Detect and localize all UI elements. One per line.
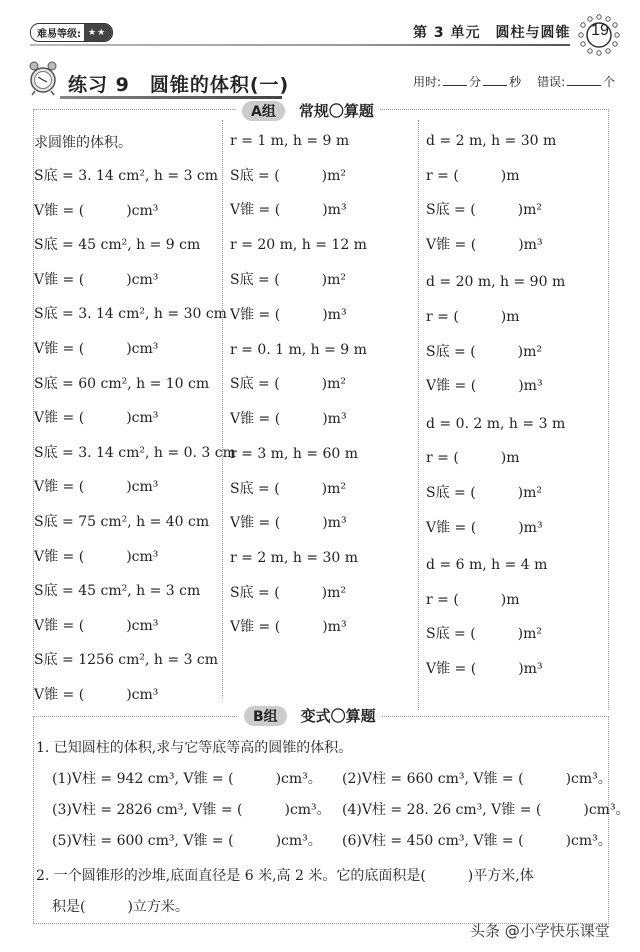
col3-line-14: r = ( )m xyxy=(426,591,520,608)
page-number: 19 xyxy=(591,22,609,39)
exercise-title: 练习 9 圆锥的体积(一) xyxy=(68,74,290,96)
col3-line-5: d = 20 m, h = 90 m xyxy=(426,274,566,291)
col1-given-6: S底 = 75 cm², h = 40 cm xyxy=(34,514,210,530)
col2-line-10: r = 3 m, h = 60 m xyxy=(230,445,359,462)
col3-line-8: V锥 = ( )m³ xyxy=(426,378,543,395)
title-underline xyxy=(60,96,282,99)
col2-line-11: S底 = ( )m² xyxy=(230,480,347,497)
col2-line-2: S底 = ( )m² xyxy=(230,167,347,184)
col3-line-15: S底 = ( )m² xyxy=(426,626,543,643)
minutes-blank[interactable] xyxy=(443,73,467,86)
question-1-item-6: (6)V柱 = 450 cm³, V锥 = ( )cm³。 xyxy=(342,833,612,849)
col1-answer-5: V锥 = ( )cm³ xyxy=(34,479,159,496)
col1-answer-6: V锥 = ( )cm³ xyxy=(34,548,159,565)
errors-blank[interactable] xyxy=(567,73,601,86)
unit-title: 第 3 单元 圆柱与圆锥 xyxy=(413,25,571,41)
question-1-item-2: (2)V柱 = 660 cm³, V锥 = ( )cm³。 xyxy=(342,771,612,787)
col1-given-2: S底 = 45 cm², h = 9 cm xyxy=(34,237,201,254)
col1-given-7: S底 = 45 cm², h = 3 cm xyxy=(34,583,201,600)
col2-line-6: V锥 = ( )m³ xyxy=(230,306,347,323)
minutes-label: 分 xyxy=(469,75,482,89)
col1-given-3: S底 = 3. 14 cm², h = 30 cm xyxy=(34,306,227,323)
col3-line-1: d = 2 m, h = 30 m xyxy=(426,133,557,149)
col1-answer-1: V锥 = ( )cm³ xyxy=(34,202,159,219)
question-2-line-2: 积是( )立方米。 xyxy=(52,899,189,915)
question-1-item-1: (1)V柱 = 942 cm³, V锥 = ( )cm³。 xyxy=(52,771,322,787)
col2-line-3: V锥 = ( )m³ xyxy=(230,202,347,219)
col1-answer-8: V锥 = ( )cm³ xyxy=(34,687,159,703)
group-a-tag: A组 xyxy=(242,101,285,121)
col3-line-7: S底 = ( )m² xyxy=(426,343,543,360)
col3-line-13: d = 6 m, h = 4 m xyxy=(426,557,548,574)
col3-line-12: V锥 = ( )m³ xyxy=(426,519,543,536)
question-1-item-5: (5)V柱 = 600 cm³, V锥 = ( )cm³。 xyxy=(52,833,322,849)
col2-line-4: r = 20 m, h = 12 m xyxy=(230,237,367,254)
col1-answer-3: V锥 = ( )cm³ xyxy=(34,341,159,357)
col1-given-5: S底 = 3. 14 cm², h = 0. 3 cm xyxy=(34,444,236,461)
question-2-line-1: 2. 一个圆锥形的沙堆,底面直径是 6 米,高 2 米。它的底面积是( )平方米,体 xyxy=(36,868,534,884)
col1-given-1: S底 = 3. 14 cm², h = 3 cm xyxy=(34,168,219,184)
group-a-instruction: 求圆锥的体积。 xyxy=(34,135,132,151)
col2-line-14: S底 = ( )m² xyxy=(230,584,347,601)
question-1-item-3: (3)V柱 = 2826 cm³, V锥 = ( )cm³。 xyxy=(52,802,331,818)
time-label: 用时: xyxy=(413,75,442,89)
col1-answer-4: V锥 = ( )cm³ xyxy=(34,410,159,427)
difficulty-badge xyxy=(30,23,113,42)
group-b-title: 变式〇算题 xyxy=(300,707,376,725)
col2-line-8: S底 = ( )m² xyxy=(230,376,347,393)
col3-line-2: r = ( )m xyxy=(426,167,520,184)
difficulty-label: 难易等级: xyxy=(31,25,84,40)
col1-answer-7: V锥 = ( )cm³ xyxy=(34,617,159,634)
col2-line-5: S底 = ( )m² xyxy=(230,271,347,288)
difficulty-stars: ★★ xyxy=(84,24,112,41)
group-b-header xyxy=(238,705,382,726)
col3-line-4: V锥 = ( )m³ xyxy=(426,236,543,253)
errors-label: 错误: xyxy=(537,75,566,89)
col1-answer-2: V锥 = ( )cm³ xyxy=(34,271,159,288)
col3-line-10: r = ( )m xyxy=(426,450,520,467)
watermark: 头条 @小学快乐课堂 xyxy=(470,922,610,940)
col2-line-13: r = 2 m, h = 30 m xyxy=(230,550,359,567)
timer-record xyxy=(413,73,615,90)
col2-line-15: V锥 = ( )m³ xyxy=(230,619,347,636)
col3-line-11: S底 = ( )m² xyxy=(426,485,543,501)
header-rule xyxy=(30,44,570,46)
col1-given-4: S底 = 60 cm², h = 10 cm xyxy=(34,375,210,392)
col3-line-6: r = ( )m xyxy=(426,309,520,325)
col2-line-9: V锥 = ( )m³ xyxy=(230,410,347,427)
seconds-blank[interactable] xyxy=(483,73,507,86)
col3-line-16: V锥 = ( )m³ xyxy=(426,661,543,677)
col3-line-3: S底 = ( )m² xyxy=(426,202,543,219)
group-b-tag: B组 xyxy=(244,706,287,726)
col2-line-12: V锥 = ( )m³ xyxy=(230,515,347,532)
errors-unit: 个 xyxy=(603,75,616,89)
group-a-header xyxy=(236,100,380,121)
col2-line-1: r = 1 m, h = 9 m xyxy=(230,133,350,149)
column-divider-1 xyxy=(222,120,223,698)
seconds-label: 秒 xyxy=(509,75,522,89)
col3-line-9: d = 0. 2 m, h = 3 m xyxy=(426,415,566,432)
alarm-clock-icon xyxy=(28,60,58,96)
column-divider-2 xyxy=(418,120,419,710)
group-a-title: 常规〇算题 xyxy=(298,102,374,120)
question-1-stem: 1. 已知圆柱的体积,求与它等底等高的圆锥的体积。 xyxy=(36,740,353,756)
col1-given-8: S底 = 1256 cm², h = 3 cm xyxy=(34,652,219,669)
col2-line-7: r = 0. 1 m, h = 9 m xyxy=(230,341,367,358)
question-1-item-4: (4)V柱 = 28. 26 cm³, V锥 = ( )cm³。 xyxy=(342,802,630,818)
